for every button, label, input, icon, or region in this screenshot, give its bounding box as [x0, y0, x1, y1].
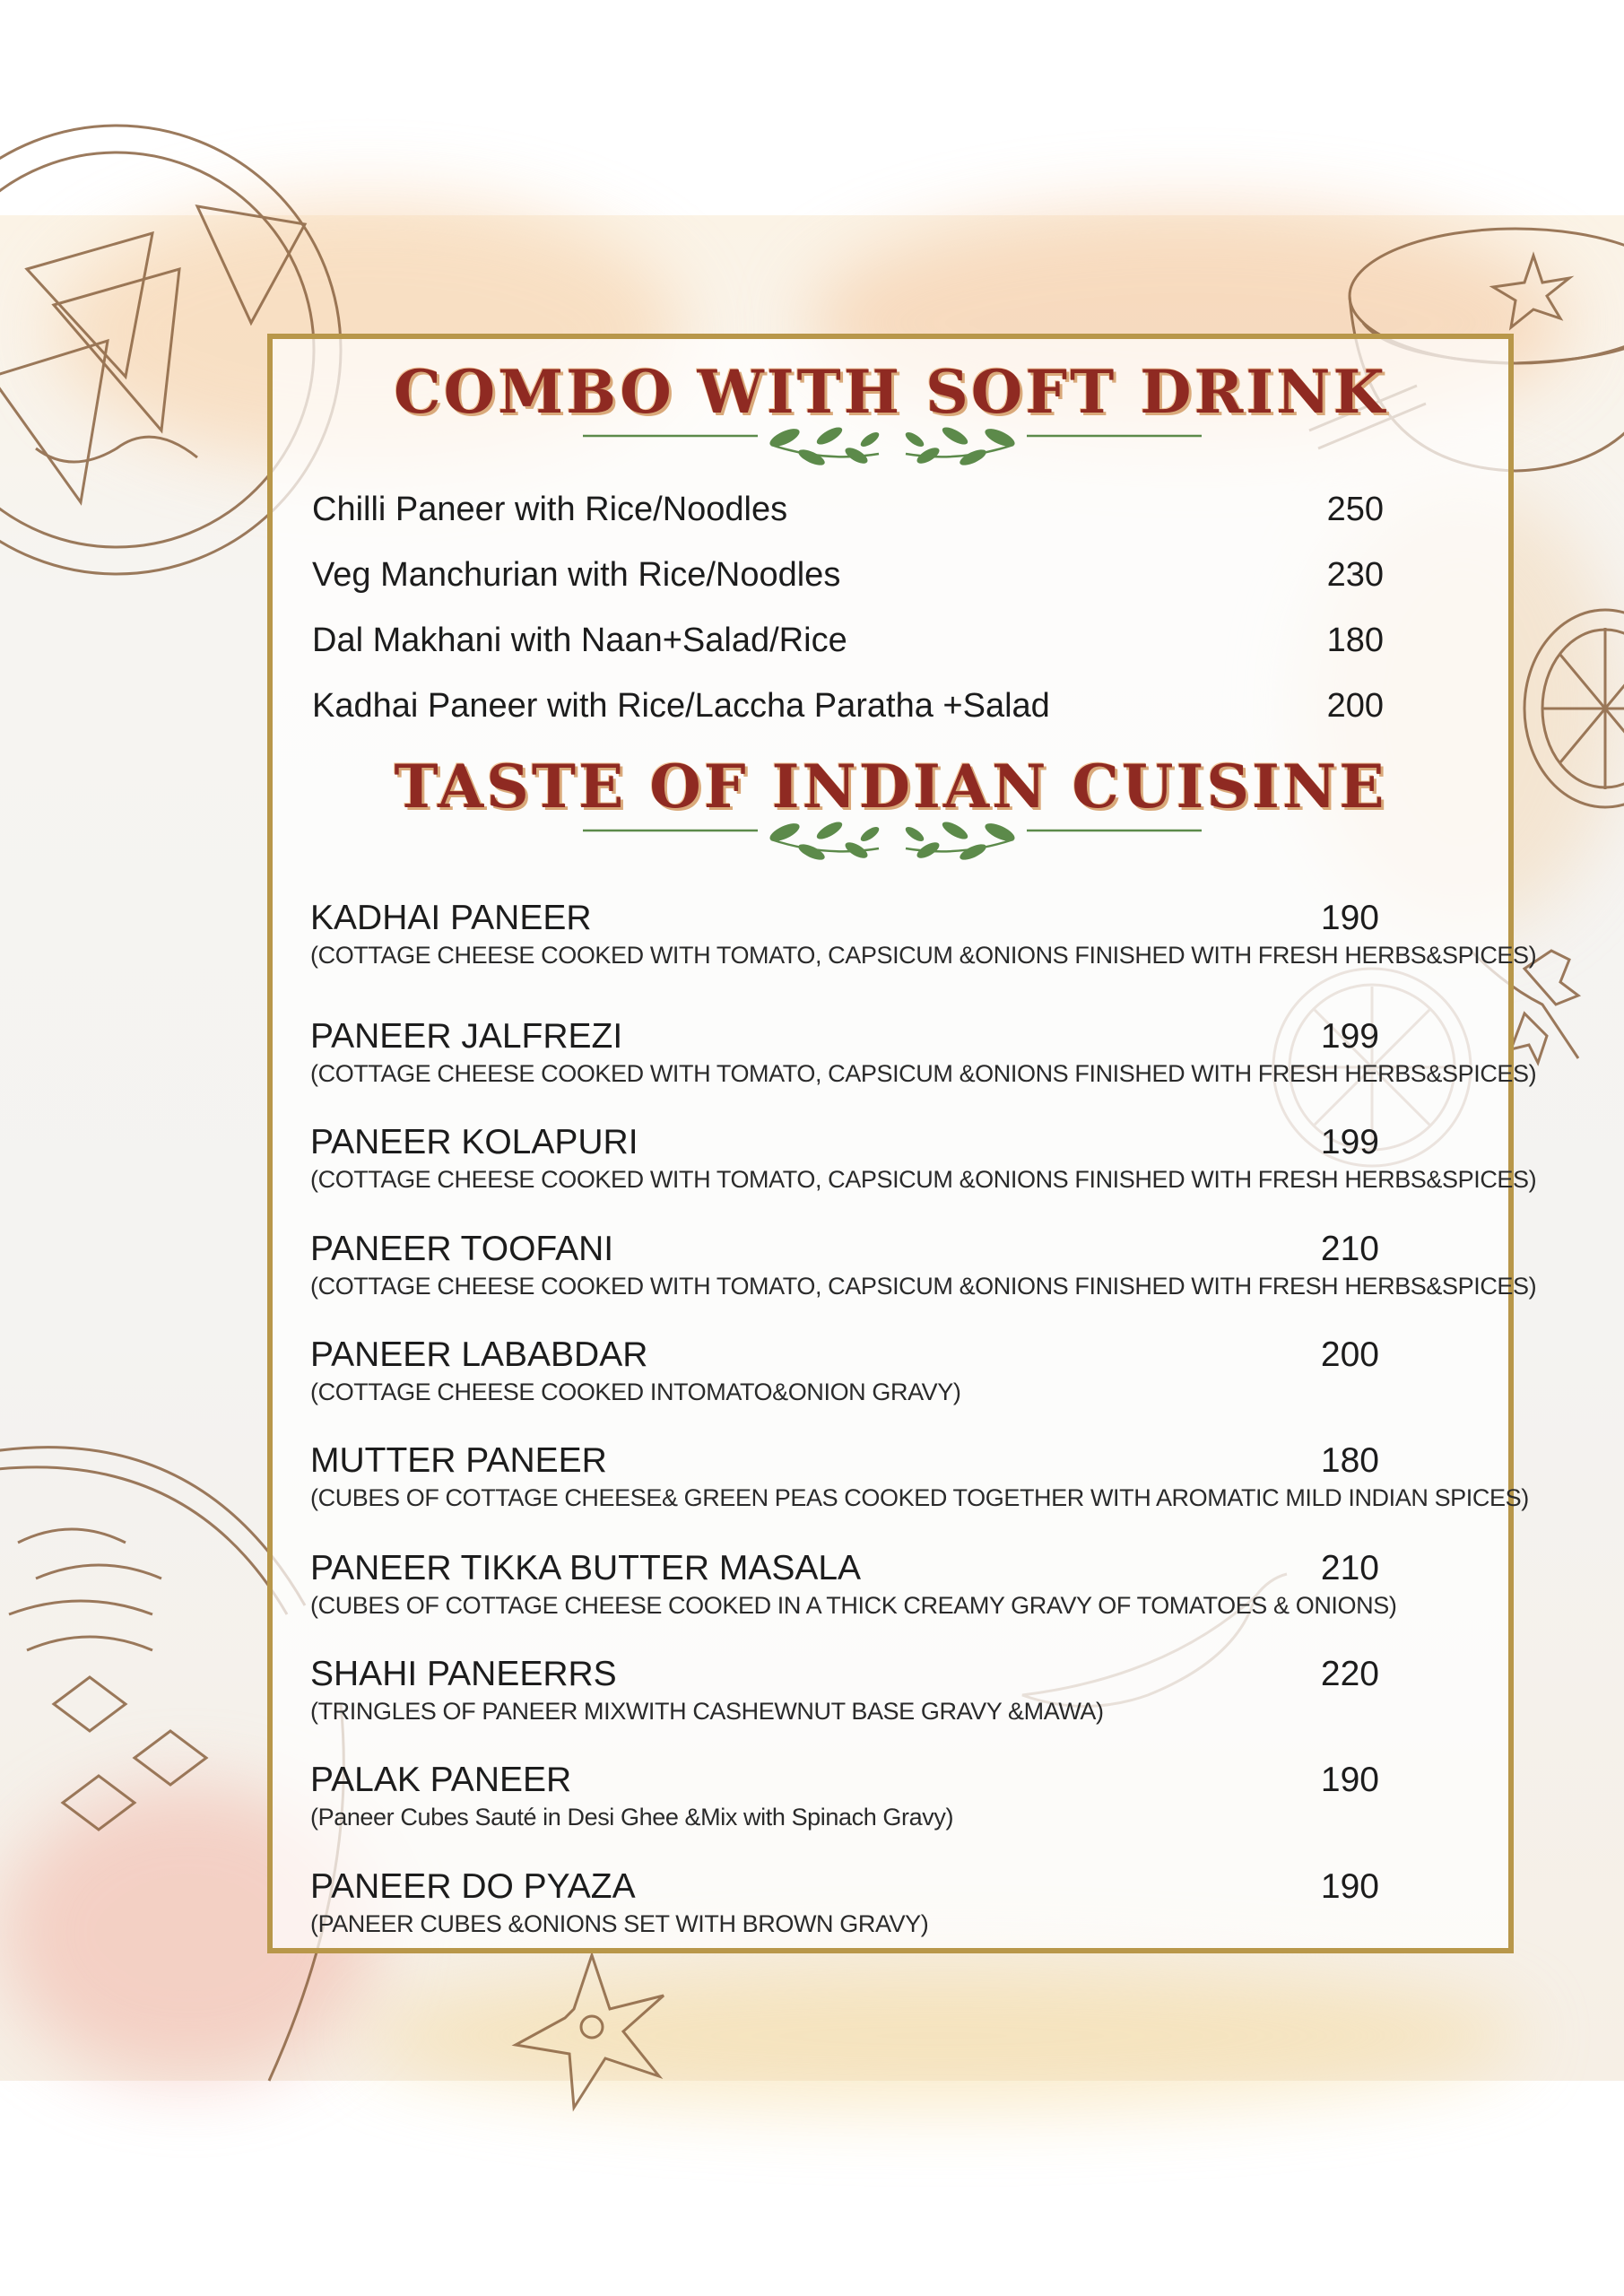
- menu-item-description: (COTTAGE CHEESE COOKED WITH TOMATO, CAPSICUM &ONIONS FINISHED WITH FRESH HERBS&SPICES): [310, 942, 1537, 969]
- leaf-divider-ornament: [583, 420, 1202, 483]
- menu-item-price: 180: [1320, 1441, 1379, 1480]
- combo-item-price: 230: [1326, 556, 1384, 594]
- menu-item-description: (COTTAGE CHEESE COOKED WITH TOMATO, CAPSICUM &ONIONS FINISHED WITH FRESH HERBS&SPICES): [310, 1273, 1537, 1300]
- menu-item-price: 190: [1320, 899, 1379, 937]
- combo-item-price: 200: [1326, 687, 1384, 725]
- menu-item: [310, 1335, 1395, 1434]
- menu-item-name: PANEER TOOFANI: [310, 1230, 614, 1268]
- menu-item: [310, 1017, 1537, 1116]
- menu-item: [310, 1867, 1395, 1966]
- menu-item-description: (COTTAGE CHEESE COOKED WITH TOMATO, CAPSICUM &ONIONS FINISHED WITH FRESH HERBS&SPICES): [310, 1166, 1537, 1193]
- menu-item-description: (TRINGLES OF PANEER MIXWITH CASHEWNUT BASE GRAVY &MAWA): [310, 1698, 1104, 1725]
- section-heading-combo: COMBO WITH SOFT DRINK: [394, 357, 1387, 427]
- combo-item: [312, 687, 1384, 741]
- menu-item-description: (PANEER CUBES &ONIONS SET WITH BROWN GRAVY): [310, 1910, 929, 1937]
- menu-item-price: 220: [1320, 1655, 1379, 1693]
- menu-item-name: PALAK PANEER: [310, 1761, 572, 1799]
- combo-item: [312, 556, 1384, 610]
- menu-item-name: PANEER DO PYAZA: [310, 1867, 636, 1906]
- menu-item-price: 210: [1320, 1230, 1379, 1268]
- menu-item-price: 200: [1320, 1335, 1379, 1374]
- menu-item-name: PANEER TIKKA BUTTER MASALA: [310, 1549, 862, 1587]
- menu-item-description: (COTTAGE CHEESE COOKED WITH TOMATO, CAPSICUM &ONIONS FINISHED WITH FRESH HERBS&SPICES): [310, 1060, 1537, 1087]
- menu-item: [310, 1123, 1537, 1222]
- menu-item-price: 190: [1320, 1867, 1379, 1906]
- combo-item: [312, 622, 1384, 675]
- section-heading-indian-cuisine: TASTE OF INDIAN CUISINE: [394, 752, 1387, 822]
- star-anise-illustration: [516, 1955, 664, 2108]
- menu-item-description: (CUBES OF COTTAGE CHEESE COOKED IN A THICK CREAMY GRAVY OF TOMATOES & ONIONS): [310, 1592, 1397, 1619]
- menu-item-description: (CUBES OF COTTAGE CHEESE& GREEN PEAS COOKED TOGETHER WITH AROMATIC MILD INDIAN SPICES): [310, 1484, 1529, 1511]
- menu-item: [310, 1441, 1529, 1540]
- menu-item-name: PANEER KOLAPURI: [310, 1123, 638, 1161]
- menu-item-description: (Paneer Cubes Sauté in Desi Ghee &Mix with Spinach Gravy): [310, 1804, 954, 1831]
- menu-item: [310, 1230, 1537, 1328]
- menu-item-description: (COTTAGE CHEESE COOKED INTOMATO&ONION GRAVY): [310, 1378, 961, 1405]
- menu-item-price: 199: [1320, 1017, 1379, 1056]
- leaf-divider-ornament: [583, 814, 1202, 877]
- menu-item-name: SHAHI PANEERRS: [310, 1655, 617, 1693]
- menu-item-name: KADHAI PANEER: [310, 899, 592, 937]
- lemon-illustration: [1524, 610, 1624, 807]
- menu-item-price: 199: [1320, 1123, 1379, 1161]
- combo-item-name: Veg Manchurian with Rice/Noodles: [312, 556, 841, 594]
- combo-item-name: Dal Makhani with Naan+Salad/Rice: [312, 622, 847, 659]
- menu-item: [310, 1549, 1395, 1648]
- menu-item-price: 210: [1320, 1549, 1379, 1587]
- combo-item-price: 180: [1326, 622, 1384, 659]
- menu-item-name: PANEER JALFREZI: [310, 1017, 623, 1056]
- combo-item-name: Chilli Paneer with Rice/Noodles: [312, 491, 788, 528]
- menu-item: [310, 1655, 1395, 1753]
- combo-item-price: 250: [1326, 491, 1384, 528]
- combo-item: [312, 491, 1384, 544]
- menu-item-name: MUTTER PANEER: [310, 1441, 607, 1480]
- menu-item-price: 190: [1320, 1761, 1379, 1799]
- combo-item-name: Kadhai Paneer with Rice/Laccha Paratha +Salad: [312, 687, 1050, 725]
- menu-item: [310, 1761, 1395, 1859]
- menu-item: [310, 899, 1537, 997]
- menu-item-name: PANEER LABABDAR: [310, 1335, 648, 1374]
